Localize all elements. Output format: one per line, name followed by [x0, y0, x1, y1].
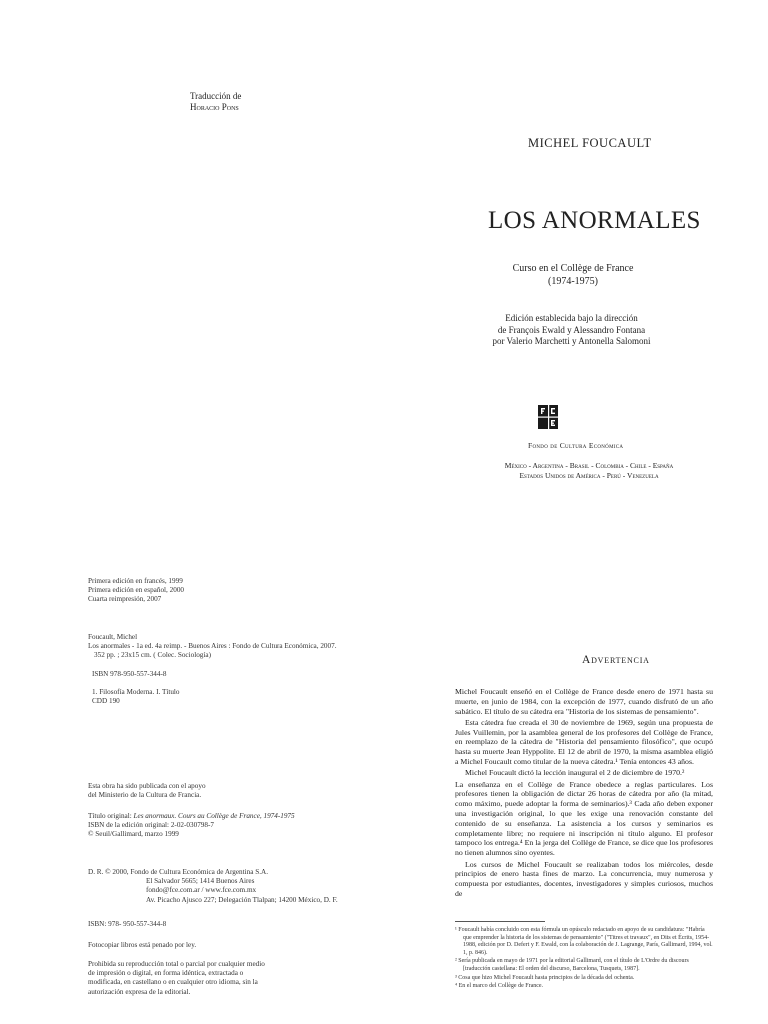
author-name: MICHEL FOUCAULT: [528, 136, 652, 150]
reproduction-notice: [88, 960, 265, 997]
legal-line: autorización expresa de la editorial.: [88, 987, 191, 996]
support-line: del Ministerio de la Cultura de Francia.: [88, 791, 202, 800]
edition-line: Primera edición en español, 2000: [88, 586, 185, 595]
legal-line: Prohibida su reproducción total o parcial por cualquier medio: [88, 960, 265, 968]
publisher-contact: fondo@fce.com.ar / www.fce.com.mx: [146, 886, 257, 895]
footnote: ² Sería publicada en mayo de 1971 por la editorial Gallimard, con el título de L'Ordre du discours [traducción castellana: El orden del discurso, Barcelona, Tusquets, 1987].: [455, 958, 689, 972]
credit-line: de François Ewald y Alessandro Fontana: [497, 324, 646, 335]
subject-line: 1. Filosofía Moderna. I. Título: [92, 688, 180, 696]
paragraph: Esta cátedra fue creada el 30 de noviembre de 1969, según una propuesta de Jules Vuillemin, por la asamblea general de los profesores del Collège de France, en reemplazo de la cátedra de "Historia del pensamiento filosófico", que ocupó hasta su muerte Jean Hyppolite. El 12 de abril de 1970, la misma asamblea eligió a Michel Foucault como titular de la nueva cátedra.¹ Tenía entonces 43 años.: [455, 717, 713, 767]
catalog-isbn: ISBN 978-950-557-344-8: [92, 670, 167, 678]
paragraph: Michel Foucault dictó la lección inaugural el 2 de diciembre de 1970.²: [465, 768, 685, 778]
original-title-label: Título original:: [88, 812, 134, 820]
edition-line: Cuarta reimpresión, 2007: [88, 595, 162, 604]
catalog-title: Los anormales - 1a ed. 4a reimp. - Buenos Aires : Fondo de Cultura Económica, 2007.: [88, 642, 337, 651]
footnote: ¹ Foucault había concluido con esta fórmula un opúsculo redactado en apoyo de su candidatura: "Habría que emprender la historia de los sistemas de pensamiento" ("Titres et travaux", en Dits et Écrits, 1954-1988, edición por D. Defert y F. Ewald, con la colaboración de J. Lagrange, París, Gallimard, 1994, vol. 1, p. 846).: [455, 927, 713, 956]
translator-credit: [190, 91, 241, 113]
section-heading: Advertencia: [582, 654, 650, 666]
fce-logo-icon: [537, 404, 559, 430]
isbn: ISBN: 978- 950-557-344-8: [88, 920, 167, 928]
edition-line: Primera edición en francés, 1999: [88, 577, 183, 585]
footnotes: [455, 927, 713, 992]
book-title: LOS ANORMALES: [488, 207, 701, 234]
publisher-address: El Salvador 5665; 1414 Buenos Aires: [146, 877, 255, 886]
footnote: ³ Cosa que hizo Michel Foucault hasta principios de la década del ochenta.: [455, 974, 635, 981]
body-text: [455, 687, 713, 900]
legal-line: de impresión o digital, en forma idéntica, extractada o: [88, 969, 244, 978]
publisher-mexico-address: Av. Picacho Ajusco 227; Delegación Tlalpan; 14200 México, D. F.: [146, 895, 338, 904]
support-line: Esta obra ha sido publicada con el apoyo: [88, 782, 206, 790]
original-title-line: [88, 812, 295, 821]
cdd-line: CDD 190: [92, 697, 120, 706]
catalog-record: [88, 633, 337, 661]
catalog-physical: 352 pp. ; 23x15 cm. ( Colec. Sociología): [94, 651, 211, 660]
catalog-author: Foucault, Michel: [88, 633, 138, 641]
edition-credits: [484, 313, 659, 348]
publisher-line: D. R. © 2000, Fondo de Cultura Económica de Argentina S.A.: [88, 868, 269, 876]
original-title: Les anormaux. Cours au Collège de France, 1974-1975: [133, 812, 295, 820]
support-note: [88, 782, 206, 800]
book-subtitle: [506, 262, 640, 288]
translator-label: Traducción de: [190, 91, 242, 101]
credit-line: por Valerio Marchetti y Antonella Salomoni: [492, 336, 651, 346]
paragraph: La enseñanza en el Collège de France obedece a reglas particulares. Los profesores tienen la obligación de dictar 26 horas de cátedra por año (la mitad, como máximo, puede adoptar la forma de seminarios).³ Cada año deben exponer una investigación original, lo que les exige una renovación constante del contenido de su enseñanza. La asistencia a los cursos y seminarios es completamente libre; no requiere ni inscripción ni título alguno. El profesor tampoco los entrega.⁴ En la jerga del Collège de France, se dice que los profesores no tienen alumnos sino oyentes.: [455, 779, 713, 858]
original-isbn: ISBN de la edición original: 2-02-030798-7: [88, 821, 214, 830]
legal-line: modificada, en castellano o en cualquier otro idioma, sin la: [88, 978, 258, 987]
photocopy-notice: Fotocopiar libros está penado por ley.: [88, 941, 197, 949]
publisher-countries: [480, 461, 698, 480]
edition-history: [88, 577, 184, 605]
publisher-name: Fondo de Cultura Económica: [528, 441, 624, 450]
footnote-divider: [455, 921, 545, 922]
paragraph: Michel Foucault enseñó en el Collège de France desde enero de 1971 hasta su muerte, en junio de 1984, con la excepción de 1977, cuando disfrutó de un año sabático. El título de su cátedra era "Historia de los sistemas de pensamiento".: [455, 687, 713, 716]
paragraph: Los cursos de Michel Foucault se realizaban todos los miércoles, desde principios de enero hasta fines de marzo. La concurrencia, muy numerosa y compuesta por estudiantes, docentes, investigadores y simples curiosos, muchos de: [455, 859, 713, 898]
countries-line: Estados Unidos de América - Perú - Venezuela: [519, 470, 659, 480]
translator-name: Horacio Pons: [190, 102, 239, 112]
subtitle-line: Curso en el Collège de France: [512, 263, 634, 274]
subtitle-years: (1974-1975): [548, 276, 598, 287]
original-copyright: © Seuil/Gallimard, marzo 1999: [88, 830, 179, 839]
credit-line: Edición establecida bajo la dirección: [505, 313, 638, 323]
original-edition: [88, 812, 295, 840]
footnote: ⁴ En el marco del Collège de France.: [455, 983, 544, 990]
publisher-info: [88, 868, 338, 905]
catalog-subjects: [92, 688, 180, 706]
countries-line: México - Argentina - Brasil - Colombia - Chile - España: [504, 461, 674, 470]
